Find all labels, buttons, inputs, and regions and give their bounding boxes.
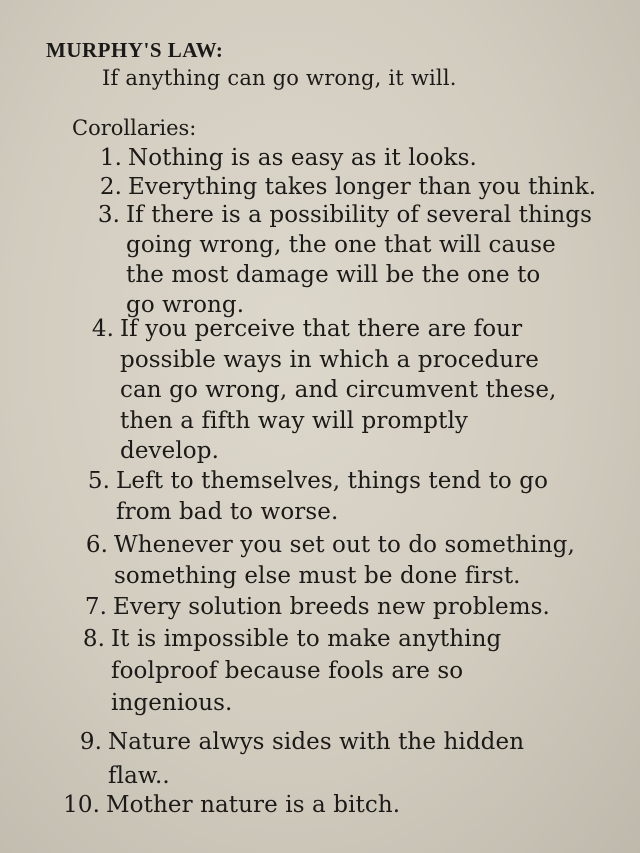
item-text: Everything takes longer than you think. xyxy=(128,174,597,200)
item-text: If you perceive that there are four possible ways in which a procedure can go wrong, and circumvent these, then a fifth way will promptly develop. xyxy=(120,316,557,464)
item-text: Mother nature is a bitch. xyxy=(106,792,401,818)
item-number: 6. xyxy=(85,532,108,558)
item-number: 4. xyxy=(91,316,114,342)
item-text: It is impossible to make anything foolproof because fools are so ingenious. xyxy=(111,626,502,716)
item-text: Nature alwys sides with the hidden flaw.. xyxy=(108,729,525,789)
list-item xyxy=(84,592,550,623)
item-text: Whenever you set out to do something, something else must be done first. xyxy=(114,532,575,589)
law-statement: If anything can go wrong, it will. xyxy=(102,66,457,90)
list-item xyxy=(85,530,575,592)
corollaries-label: Corollaries: xyxy=(72,116,197,140)
item-number: 10. xyxy=(63,792,100,818)
list-item xyxy=(79,725,525,793)
item-number: 1. xyxy=(99,145,122,171)
item-number: 3. xyxy=(97,202,120,228)
item-number: 7. xyxy=(84,594,107,620)
list-item xyxy=(91,314,557,467)
item-text: Left to themselves, things tend to go from bad to worse. xyxy=(116,468,549,525)
page-heading: MURPHY'S LAW: xyxy=(46,38,224,62)
list-item xyxy=(87,466,549,528)
list-item xyxy=(99,143,477,174)
list-item xyxy=(82,623,502,719)
list-item xyxy=(99,172,597,203)
list-item xyxy=(63,790,401,821)
item-text: Every solution breeds new problems. xyxy=(113,594,550,620)
item-number: 9. xyxy=(79,729,102,755)
item-text: Nothing is as easy as it looks. xyxy=(128,145,477,171)
list-item xyxy=(97,200,592,320)
item-number: 8. xyxy=(82,626,105,652)
item-text: If there is a possibility of several things going wrong, the one that will cause the most damage will be the one to go wrong. xyxy=(126,202,592,318)
item-number: 2. xyxy=(99,174,122,200)
item-number: 5. xyxy=(87,468,110,494)
